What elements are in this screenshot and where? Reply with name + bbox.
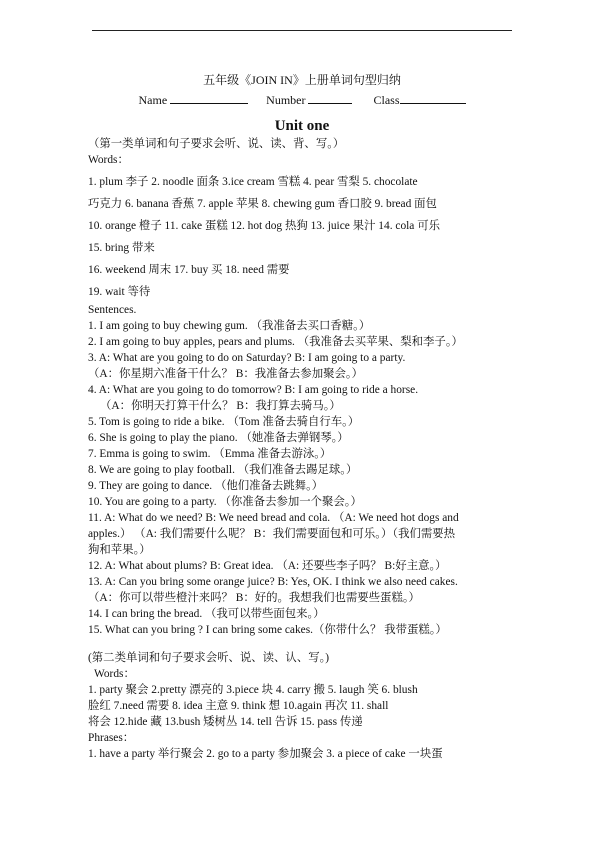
sentence: 8. We are going to play football. （我们准备去踢足球。） xyxy=(88,464,358,476)
unit-heading: Unit one xyxy=(274,118,330,134)
document-title: 五年级《JOIN IN》上册单词句型归纳 xyxy=(203,73,401,87)
sentence: 12. A: What about plums? B: Great idea. （A: 还要些李子吗？ B:好主意。） xyxy=(88,560,447,572)
worksheet-page xyxy=(88,70,516,762)
sentence: 15. What can you bring ? I can bring some cakes.（你带什么？ 我带蛋糕。） xyxy=(88,624,447,636)
section1-words-label: Words： xyxy=(88,154,129,166)
sentence: 狗和苹果。） xyxy=(88,544,151,556)
word-line: 15. bring 带来 xyxy=(88,242,155,254)
sentence: 1. I am going to buy chewing gum. （我准备去买口香糖。） xyxy=(88,320,371,332)
word-line: 1. party 聚会 2.pretty 漂亮的 3.piece 块 4. carry 搬 5. laugh 笑 6. blush xyxy=(88,684,418,696)
section1 xyxy=(88,136,516,638)
class-blank[interactable] xyxy=(400,91,466,104)
word-line: 巧克力 6. banana 香蕉 7. apple 苹果 8. chewing gum 香口胶 9. bread 面包 xyxy=(88,198,437,210)
sentence: 7. Emma is going to swim. （Emma 准备去游泳。） xyxy=(88,448,332,460)
sentence: 3. A: What are you going to do on Saturday? B: I am going to a party. xyxy=(88,352,406,364)
section-spacer xyxy=(88,638,516,650)
sentence: （A：你可以带些橙汁来吗？ B：好的。我想我们也需要些蛋糕。） xyxy=(88,592,420,604)
student-info-line xyxy=(88,91,516,108)
sentence: 5. Tom is going to ride a bike. （Tom 准备去骑自行车。） xyxy=(88,416,360,428)
word-line: 将会 12.hide 藏 13.bush 矮树丛 14. tell 告诉 15. pass 传递 xyxy=(88,716,363,728)
sentence: 9. They are going to dance. （他们准备去跳舞。） xyxy=(88,480,324,492)
section2 xyxy=(88,650,516,762)
number-blank[interactable] xyxy=(308,91,352,104)
phrase-line: 1. have a party 举行聚会 2. go to a party 参加聚会 3. a piece of cake 一块蛋 xyxy=(88,748,443,760)
word-line: 16. weekend 周末 17. buy 买 18. need 需要 xyxy=(88,264,290,276)
word-line: 10. orange 橙子 11. cake 蛋糕 12. hot dog 热狗 13. juice 果汁 14. cola 可乐 xyxy=(88,220,440,232)
word-line: 脸红 7.need 需要 8. idea 主意 9. think 想 10.again 再次 11. shall xyxy=(88,700,389,712)
number-label: Number xyxy=(266,93,306,107)
sentence: （A：你星期六准备干什么？ B：我准备去参加聚会。） xyxy=(88,368,363,380)
sentence: （A：你明天打算干什么？ B：我打算去骑马。） xyxy=(100,400,341,412)
word-line: 19. wait 等待 xyxy=(88,286,151,298)
name-label: Name xyxy=(138,93,168,107)
sentence: 6. She is going to play the piano. （她准备去弹钢琴。） xyxy=(88,432,349,444)
sentence: 4. A: What are you going to do tomorrow? B: I am going to ride a horse. xyxy=(88,384,419,396)
sentence: 2. I am going to buy apples, pears and plums. （我准备去买苹果、梨和李子。） xyxy=(88,336,463,348)
sentence: 13. A: Can you bring some orange juice? B: Yes, OK. I think we also need cakes. xyxy=(88,576,458,588)
top-rule xyxy=(92,30,512,31)
section2-words-label: Words： xyxy=(94,668,135,680)
word-line: 1. plum 李子 2. noodle 面条 3.ice cream 雪糕 4. pear 雪梨 5. chocolate xyxy=(88,176,418,188)
phrases-label: Phrases： xyxy=(88,732,135,744)
name-blank[interactable] xyxy=(170,91,248,104)
class-label: Class xyxy=(373,93,400,107)
sentence: 14. I can bring the bread. （我可以带些面包来。） xyxy=(88,608,325,620)
sentences-label: Sentences. xyxy=(88,304,137,316)
sentence: 11. A: What do we need? B: We need bread and cola. （A: We need hot dogs and xyxy=(88,512,459,524)
section1-note: （第一类单词和句子要求会听、说、读、背、写。） xyxy=(88,138,345,150)
section2-note: (第二类单词和句子要求会听、说、读、认、写。) xyxy=(88,652,330,664)
sentence: apples.） （A: 我们需要什么呢？ B：我们需要面包和可乐。）（我们需要热 xyxy=(88,528,456,540)
sentence: 10. You are going to a party. （你准备去参加一个聚会。） xyxy=(88,496,362,508)
